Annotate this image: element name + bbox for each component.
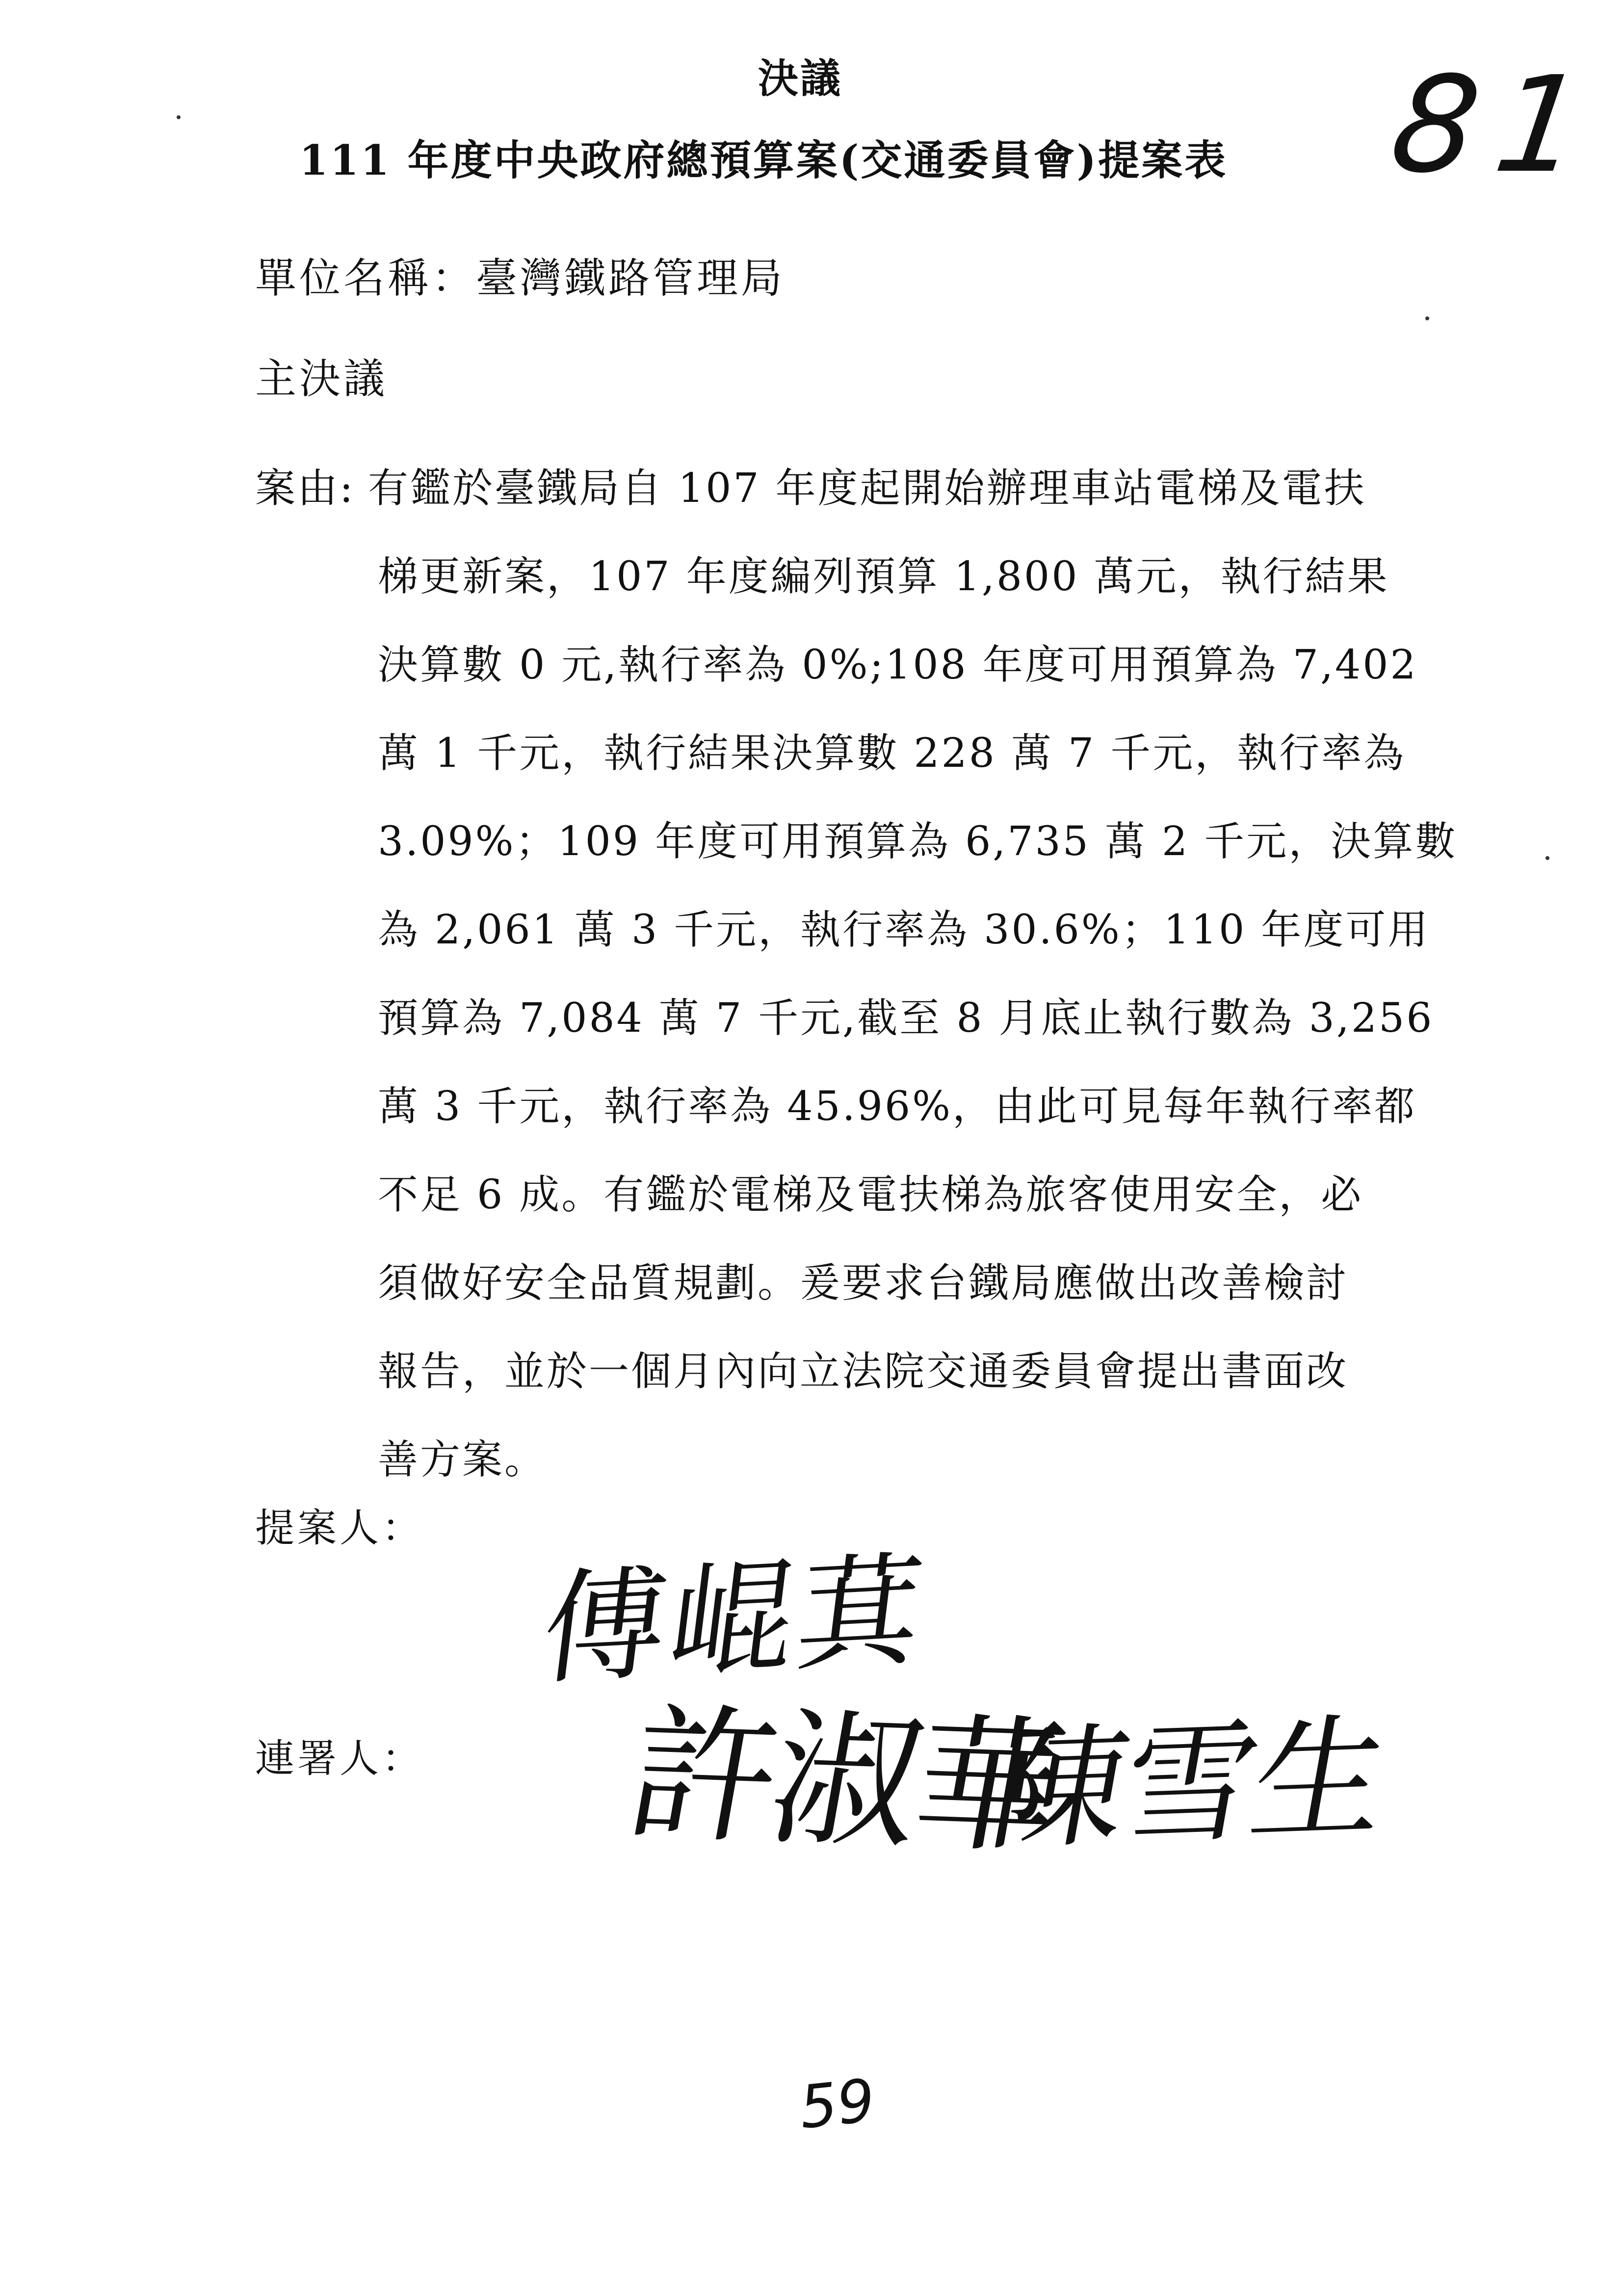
proposer-label: 提案人： bbox=[255, 1505, 424, 1551]
reason-label: 案由: bbox=[255, 465, 355, 512]
reason-line-2: 梯更新案，107 年度編列預算 1,800 萬元，執行結果 bbox=[378, 553, 1389, 600]
cosigner-signature-1: 許淑華 bbox=[616, 1689, 1073, 1875]
main-resolution-heading: 主決議 bbox=[255, 355, 388, 403]
reason-line-4: 萬 1 千元，執行結果決算數 228 萬 7 千元，執行率為 bbox=[378, 730, 1406, 777]
reason-line-11: 報告，並於一個月內向立法院交通委員會提出書面改 bbox=[378, 1348, 1349, 1395]
reason-line-6: 為 2,061 萬 3 千元，執行率為 30.6%；110 年度可用 bbox=[378, 907, 1430, 953]
page-title: 111 年度中央政府總預算案(交通委員會)提案表 bbox=[299, 136, 1228, 184]
reason-line-9: 不足 6 成。有鑑於電梯及電扶梯為旅客使用安全，必 bbox=[378, 1172, 1363, 1218]
unit-name: 單位名稱：臺灣鐵路管理局 bbox=[255, 254, 786, 302]
reason-line-1: 有鑑於臺鐵局自 107 年度起開始辦理車站電梯及電扶 bbox=[368, 465, 1366, 512]
scan-speck bbox=[1545, 856, 1549, 860]
scan-speck bbox=[1425, 316, 1429, 320]
handwritten-number: 81 bbox=[1382, 48, 1612, 202]
page-number: 59 bbox=[796, 2066, 878, 2142]
proposer-signature: 傅崐萁 bbox=[534, 1538, 935, 1702]
reason-line-8: 萬 3 千元，執行率為 45.96%，由此可見每年執行率都 bbox=[378, 1083, 1417, 1130]
reason-line-5: 3.09%；109 年度可用預算為 6,735 萬 2 千元，決算數 bbox=[378, 818, 1458, 865]
resolution-stamp: 決議 bbox=[758, 55, 843, 102]
scan-speck bbox=[177, 115, 181, 119]
cosigner-label: 連署人： bbox=[255, 1736, 424, 1781]
reason-line-3: 決算數 0 元,執行率為 0%;108 年度可用預算為 7,402 bbox=[378, 642, 1418, 688]
cosigner-signature-2: 陳雪生 bbox=[980, 1699, 1398, 1869]
reason-line-7: 預算為 7,084 萬 7 千元,截至 8 月底止執行數為 3,256 bbox=[378, 995, 1434, 1042]
reason-line-12: 善方案。 bbox=[378, 1436, 547, 1483]
reason-line-10: 須做好安全品質規劃。爰要求台鐵局應做出改善檢討 bbox=[378, 1260, 1349, 1306]
